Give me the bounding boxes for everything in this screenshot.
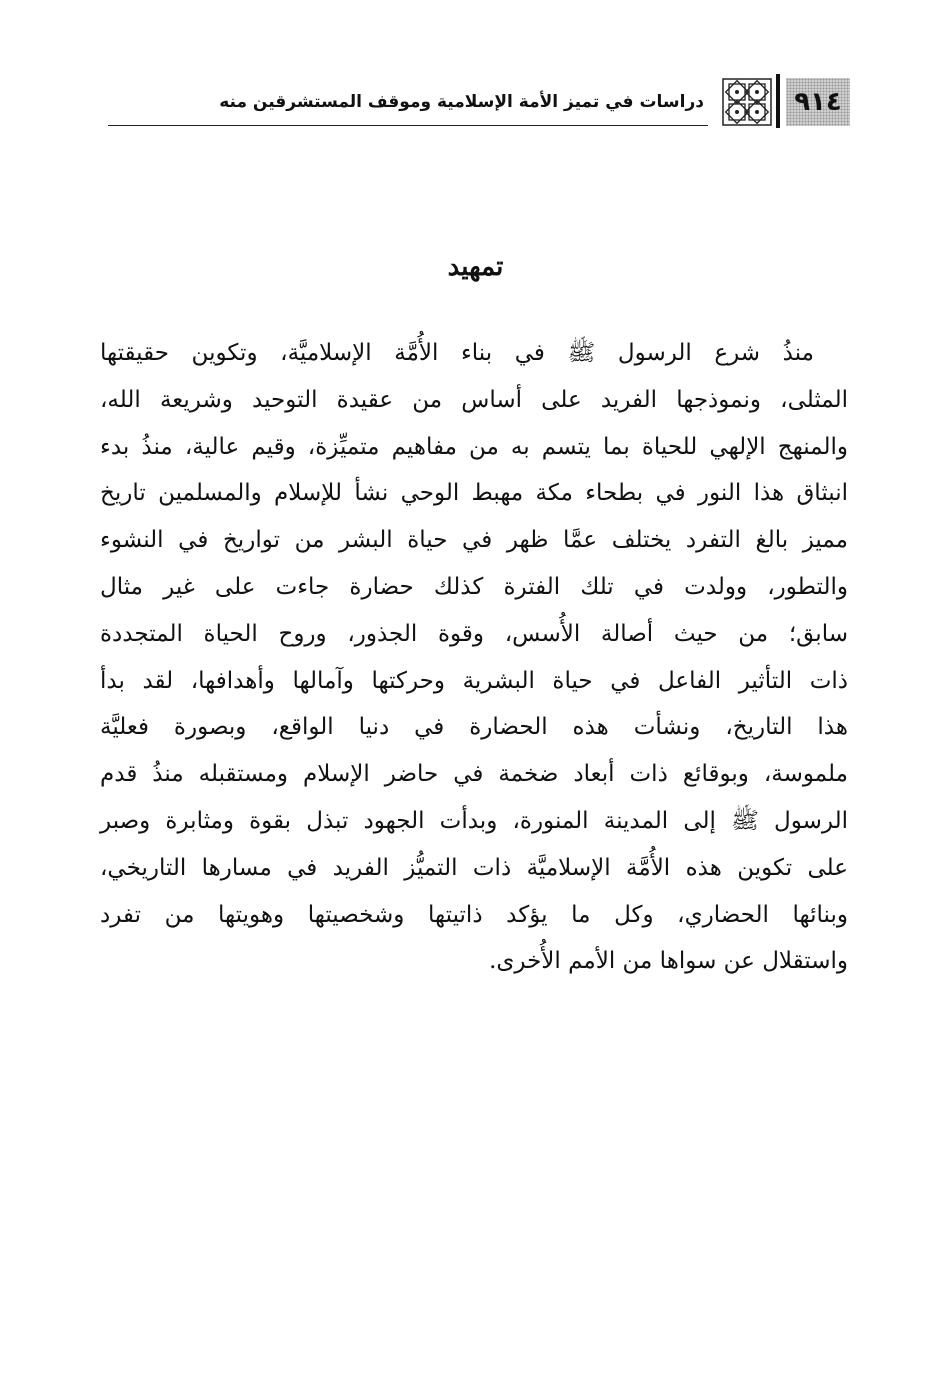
paragraph-line: وبنائها الحضاري، وكل ما يؤكد ذاتيتها وشخصيتها وهويتها من تفرد: [100, 901, 848, 928]
header-rule: [108, 125, 708, 126]
paragraph-line: سابق؛ من حيث أصالة الأُسس، وقوة الجذور، وروح الحياة المتجددة: [100, 620, 848, 647]
body-paragraph: [100, 330, 848, 985]
paragraph-line: مميز بالغ التفرد يختلف عمَّا ظهر في حياة البشر من تواريخ في النشوء: [100, 527, 848, 554]
running-header: [108, 70, 850, 128]
book-title: دراسات في تميز الأمة الإسلامية وموقف المستشرقين منه: [219, 92, 704, 112]
paragraph-line: على تكوين هذه الأُمَّة الإسلاميَّة ذات التميُّز الفريد في مسارها التاريخي،: [100, 854, 848, 881]
paragraph-line: والمنهج الإلهي للحياة بما يتسم به من مفاهيم متميِّزة، وقيم عالية، منذُ بدء: [100, 433, 848, 460]
paragraph-line: هذا التاريخ، ونشأت هذه الحضارة في دنيا الواقع، وبصورة فعليَّة: [100, 714, 848, 741]
paragraph-line: ذات التأثير الفاعل في حياة البشرية وحركتها وآمالها وأهدافها، لقد بدأ: [100, 667, 848, 694]
page-number: ٩١٤: [794, 87, 842, 117]
header-divider-bar: [776, 74, 780, 128]
paragraph-line: الرسول ﷺ إلى المدينة المنورة، وبدأت الجهود تبذل بقوة ومثابرة وصبر: [100, 807, 848, 834]
paragraph-line: المثلى، ونموذجها الفريد على أساس من عقيدة التوحيد وشريعة الله،: [100, 386, 848, 413]
paragraph-line: ملموسة، وبوقائع ذات أبعاد ضخمة في حاضر الإسلام ومستقبله منذُ قدم: [100, 761, 848, 788]
page-number-box: [786, 78, 850, 126]
paragraph-line: والتطور، وولدت في تلك الفترة كذلك حضارة جاءت على غير مثال: [100, 573, 848, 600]
paragraph-line: منذُ شرع الرسول ﷺ في بناء الأُمَّة الإسلاميَّة، وتكوين حقيقتها: [100, 340, 814, 366]
section-title: تمهيد: [447, 252, 504, 282]
paragraph-line: واستقلال عن سواها من الأمم الأُخرى.: [489, 948, 848, 975]
paragraph-line: انبثاق هذا النور في بطحاء مكة مهبط الوحي نشأ للإسلام والمسلمين تاريخ: [100, 480, 848, 507]
geometric-star-ornament-icon: [722, 78, 772, 126]
